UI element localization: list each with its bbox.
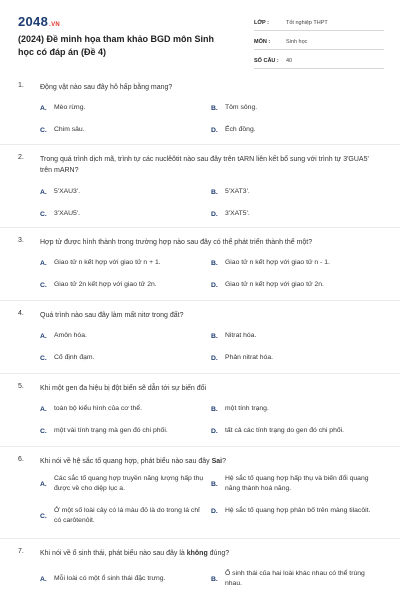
meta-row-subject (254, 34, 384, 50)
option-letter: B. (211, 104, 218, 112)
option-a[interactable] (40, 404, 142, 414)
option-letter: B. (211, 188, 218, 196)
option-a[interactable] (40, 103, 85, 113)
option-b[interactable] (211, 569, 376, 589)
option-letter: C. (40, 354, 47, 362)
meta-key: LỚP : (254, 19, 269, 26)
option-text: Giao tử 2n kết hợp với giao tử 2n. (54, 281, 157, 288)
option-text: Hệ sắc tố quang hợp hấp thụ và biến đổi quang năng thành hoá năng. (225, 475, 369, 492)
option-letter: B. (211, 480, 218, 488)
meta-value: Tốt nghiệp THPT (286, 19, 328, 26)
option-letter: D. (211, 354, 218, 362)
question-text (40, 548, 380, 559)
meta-row-class (254, 15, 384, 31)
option-d[interactable] (211, 125, 256, 135)
option-a[interactable] (40, 187, 80, 197)
option-text: một tính trạng. (225, 405, 269, 412)
option-text: tất cả các tính trạng do gen đó chi phối. (225, 427, 345, 434)
option-a[interactable] (40, 574, 205, 584)
meta-value: Sinh học (286, 38, 308, 45)
option-letter: A. (40, 480, 47, 488)
option-letter: A. (40, 575, 47, 583)
question-text-post: ? (222, 458, 226, 465)
question-number: 5. (18, 383, 24, 390)
meta-key: SỐ CÂU : (254, 57, 279, 64)
option-c[interactable] (40, 353, 94, 363)
option-d[interactable] (211, 280, 324, 290)
option-d[interactable] (211, 426, 344, 436)
option-letter: D. (211, 507, 218, 515)
option-b[interactable] (211, 187, 250, 197)
option-text: Ổ sinh thái của hai loài khác nhau có thể trùng nhau. (225, 570, 365, 587)
option-letter: C. (40, 427, 47, 435)
option-text: Nitrat hóa. (225, 332, 257, 339)
option-b[interactable] (211, 474, 376, 494)
meta-value: 40 (286, 57, 293, 64)
option-text: Các sắc tố quang hợp truyền năng lượng hấp thụ được về cho diệp lục a. (54, 475, 204, 492)
meta-row-count (254, 53, 384, 69)
option-b[interactable] (211, 258, 330, 268)
option-a[interactable] (40, 258, 161, 268)
option-letter: A. (40, 405, 47, 413)
question-number: 6. (18, 456, 24, 463)
option-d[interactable] (211, 209, 250, 219)
option-c[interactable] (40, 125, 85, 135)
option-letter: C. (40, 126, 47, 134)
question-text-pre: Khi nói về ổ sinh thái, phát biểu nào sau đây là (40, 550, 187, 557)
document-title: (2024) Đề minh họa tham khảo BGD môn Sinh học có đáp án (Đề 4) (18, 34, 215, 57)
option-letter: D. (211, 126, 218, 134)
divider (0, 538, 400, 539)
question-text: Trong quá trình dịch mã, trình tự các nuclêôtit nào sau đây trên tARN liên kết bổ sung với trình tự 3'GUA5' trên mARN? (40, 156, 369, 174)
option-text: một vài tính trạng mà gen đó chi phối. (54, 427, 168, 434)
option-letter: B. (211, 259, 218, 267)
question-text (40, 456, 380, 467)
divider (0, 144, 400, 145)
question-text-post: đúng? (207, 550, 230, 557)
option-letter: B. (211, 575, 218, 583)
logo-main: 2048 (18, 14, 49, 29)
option-letter: A. (40, 188, 47, 196)
question-number: 4. (18, 310, 24, 317)
option-text: 3'XAU5'. (54, 210, 81, 217)
option-text: 5'XAT3'. (225, 188, 250, 195)
question-number: 2. (18, 154, 24, 161)
option-a[interactable] (40, 331, 87, 341)
option-text: 3'XAT5'. (225, 210, 250, 217)
divider (0, 446, 400, 447)
option-letter: A. (40, 332, 47, 340)
question-text: Quá trình nào sau đây làm mất nitơ trong đất? (40, 312, 184, 319)
option-text: Amôn hóa. (54, 332, 87, 339)
option-letter: C. (40, 210, 47, 218)
option-c[interactable] (40, 280, 157, 290)
meta-key: MÔN : (254, 38, 271, 45)
option-c[interactable] (40, 426, 168, 436)
option-text: Mèo rừng. (54, 104, 86, 111)
option-letter: C. (40, 281, 47, 289)
site-logo[interactable] (18, 14, 60, 29)
option-letter: A. (40, 104, 47, 112)
option-letter: D. (211, 427, 218, 435)
option-d[interactable] (211, 506, 376, 516)
question-text: Khi một gen đa hiệu bị đột biến sẽ dẫn tới sự biến đổi (40, 385, 207, 392)
question-text-emphasis: Sai (211, 458, 223, 465)
option-text: Giao tử n kết hợp với giao tử n + 1. (54, 259, 161, 266)
option-a[interactable] (40, 474, 205, 494)
exam-meta (254, 15, 384, 72)
option-text: Mỗi loài có một ổ sinh thái đặc trưng. (54, 575, 166, 582)
question-number: 1. (18, 82, 24, 89)
option-b[interactable] (211, 103, 257, 113)
page-header (0, 0, 400, 80)
option-letter: B. (211, 332, 218, 340)
option-text: Phản nitrat hóa. (225, 354, 273, 361)
option-letter: D. (211, 210, 218, 218)
option-letter: D. (211, 281, 218, 289)
divider (0, 300, 400, 301)
option-c[interactable] (40, 506, 205, 526)
option-text: Cố định đạm. (54, 354, 95, 361)
option-text: Giao tử n kết hợp với giao tử n - 1. (225, 259, 330, 266)
divider (0, 373, 400, 374)
divider (0, 227, 400, 228)
option-text: toàn bộ kiểu hình của cơ thể. (54, 405, 142, 412)
question-text-pre: Khi nói về hệ sắc tố quang hợp, phát biểu nào sau đây (40, 458, 212, 465)
option-b[interactable] (211, 331, 256, 341)
option-text: Giao tử n kết hợp với giao tử 2n. (225, 281, 324, 288)
option-text: Hệ sắc tố quang hợp phân bố trên màng tilacôit. (225, 507, 371, 514)
option-letter: B. (211, 405, 218, 413)
option-c[interactable] (40, 209, 80, 219)
option-d[interactable] (211, 353, 273, 363)
option-text: Tôm sông. (225, 104, 258, 111)
logo-suffix: .VN (49, 22, 61, 28)
question-text: Động vật nào sau đây hô hấp bằng mang? (40, 84, 173, 91)
option-text: Ếch đồng. (225, 126, 256, 133)
option-b[interactable] (211, 404, 269, 414)
question-number: 3. (18, 237, 24, 244)
option-text: Chim sâu. (54, 126, 85, 133)
option-letter: A. (40, 259, 47, 267)
option-text: 5'XAU3'. (54, 188, 81, 195)
question-number: 7. (18, 548, 24, 555)
question-text-emphasis: không (186, 550, 208, 557)
option-text: Ở một số loài cây có lá màu đỏ là do trong lá chỉ có carôtenôit. (54, 507, 200, 524)
question-text: Hợp tử được hình thành trong trường hợp nào sau đây có thể phát triển thành thể một? (40, 239, 313, 246)
option-letter: C. (40, 512, 47, 520)
